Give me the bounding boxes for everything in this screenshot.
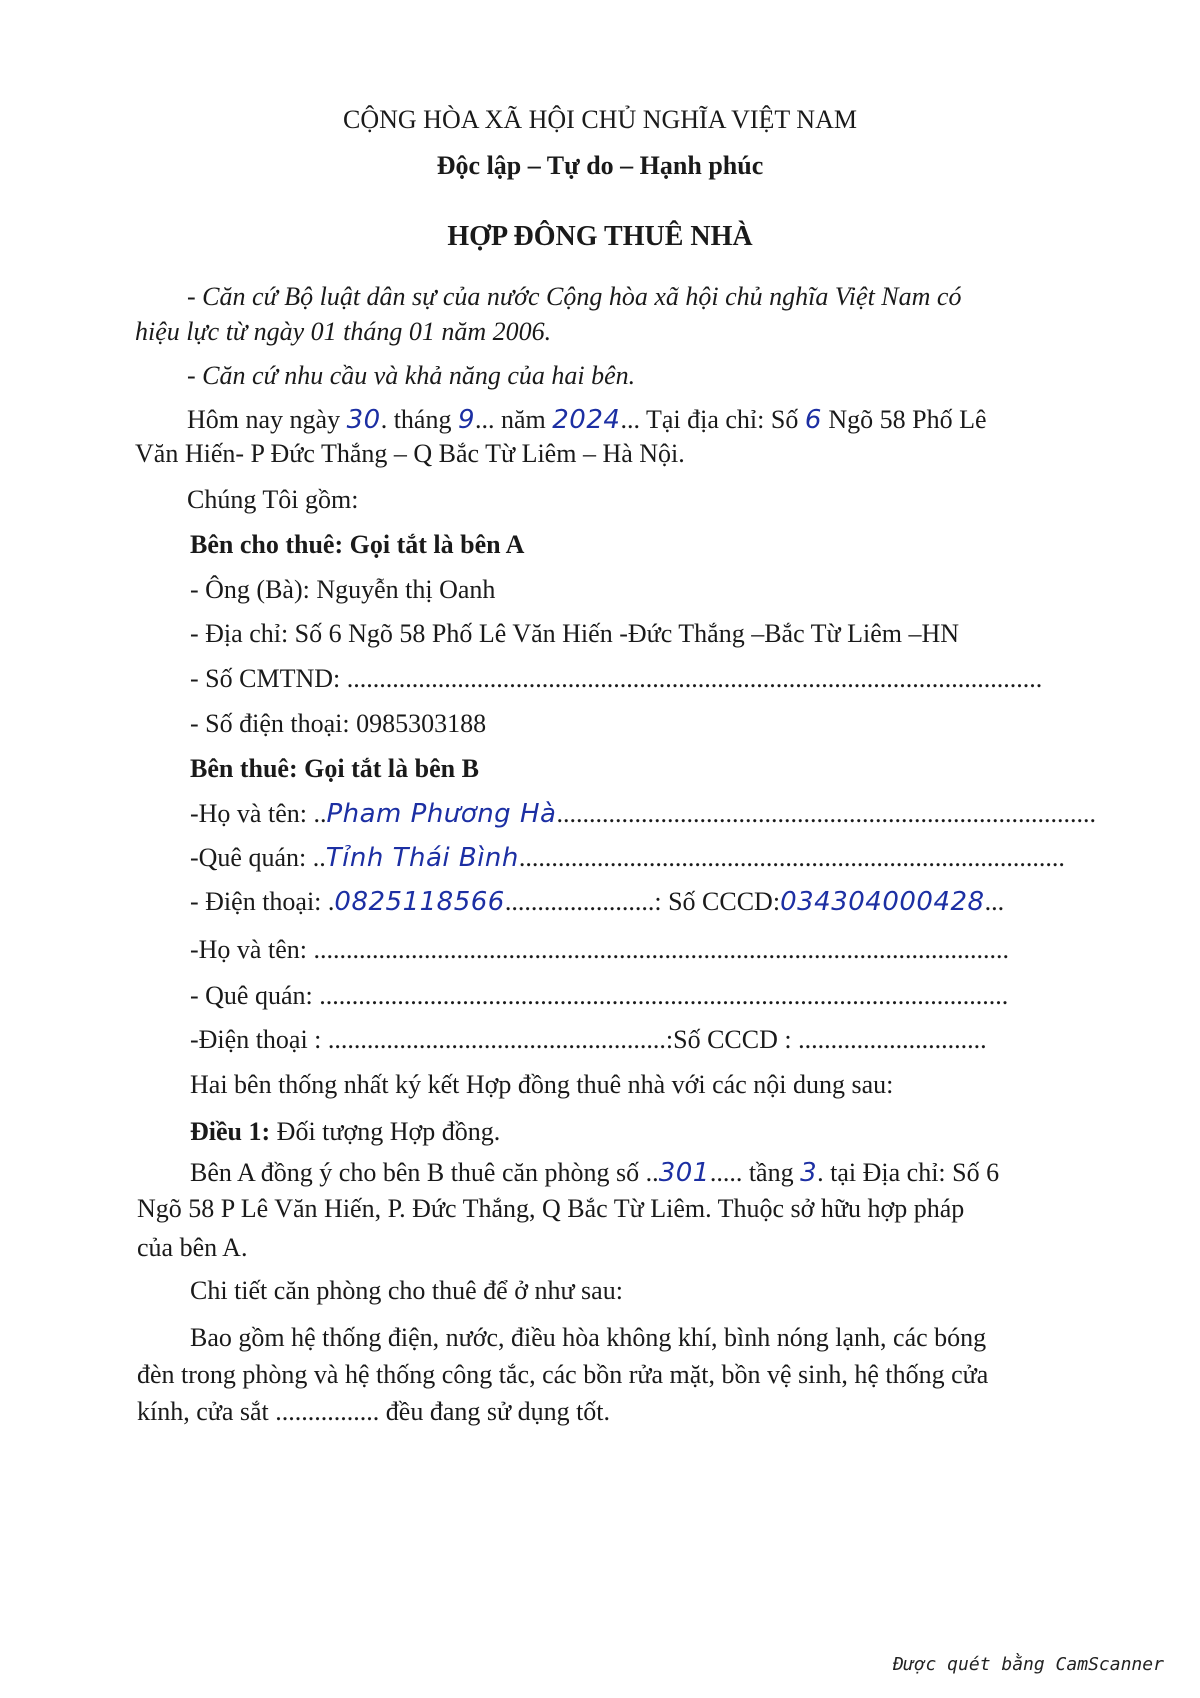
handwritten-party-b-hometown: Tỉnh Thái Bình xyxy=(325,843,519,873)
party-b-phone-2: -Điện thoại : ....................................................:Số CCCD : ............................. xyxy=(190,1025,987,1054)
party-b-name-row: -Họ và tên: ..Pham Phương Hà................................................................................... xyxy=(190,799,1096,829)
address-line-2: Văn Hiến- P Đức Thắng – Q Bắc Từ Liêm – Hà Nội. xyxy=(135,439,685,468)
party-b-name-label: -Họ và tên: xyxy=(190,799,314,828)
agreement-intro: Hai bên thống nhất ký kết Hợp đồng thuê nhà với các nội dung sau: xyxy=(190,1070,894,1099)
party-a-name: - Ông (Bà): Nguyễn thị Oanh xyxy=(190,575,496,604)
party-b-heading: Bên thuê: Gọi tắt là bên B xyxy=(190,754,479,783)
details-intro: Chi tiết căn phòng cho thuê để ở như sau: xyxy=(190,1276,623,1305)
room-line-2: Ngõ 58 P Lê Văn Hiến, P. Đức Thắng, Q Bắc Từ Liêm. Thuộc sở hữu hợp pháp xyxy=(137,1194,965,1223)
party-b-phone-label: - Điện thoại: xyxy=(190,887,328,916)
party-a-phone: - Số điện thoại: 0985303188 xyxy=(190,709,487,738)
handwritten-floor-number: 3 xyxy=(800,1158,818,1188)
scanner-watermark: Được quét bằng CamScanner xyxy=(893,1654,1164,1675)
legal-basis-1-cont: hiệu lực từ ngày 01 tháng 01 năm 2006. xyxy=(135,317,552,346)
party-a-id-label: - Số CMTND: xyxy=(190,664,347,693)
handwritten-month: 9 xyxy=(457,405,475,435)
handwritten-room-number: 301 xyxy=(658,1158,710,1188)
room-line-3: của bên A. xyxy=(137,1233,248,1262)
date-location-line: Hôm nay ngày 30. tháng 9... năm 2024... Tại địa chỉ: Số 6 Ngõ 58 Phố Lê xyxy=(187,405,987,435)
party-a-heading: Bên cho thuê: Gọi tắt là bên A xyxy=(190,530,525,559)
address-rest: Ngõ 58 Phố Lê xyxy=(828,405,987,434)
party-b-hometown-2: - Quê quán: .......................................................................................................... xyxy=(190,981,1009,1010)
handwritten-year: 2024 xyxy=(552,405,621,435)
handwritten-address-number: 6 xyxy=(804,405,822,435)
party-b-cccd-label: : Số CCCD: xyxy=(654,887,781,916)
article-1-heading xyxy=(190,1116,500,1148)
details-line-2: đèn trong phòng và hệ thống công tắc, các bồn rửa mặt, bồn vệ sinh, hệ thống cửa xyxy=(137,1360,989,1389)
party-a-id xyxy=(190,663,1042,695)
document-title: HỢP ĐÔNG THUÊ NHÀ xyxy=(447,221,753,252)
year-label: năm xyxy=(501,405,546,434)
legal-basis-2: - Căn cứ nhu cầu và khả năng của hai bên. xyxy=(187,361,636,390)
details-line-3: kính, cửa sắt ................ đều đang sử dụng tốt. xyxy=(137,1397,611,1426)
handwritten-party-b-cccd: 034304000428 xyxy=(780,887,985,917)
legal-basis-1: - Căn cứ Bộ luật dân sự của nước Cộng hòa xã hội chủ nghĩa Việt Nam có xyxy=(187,282,962,311)
we-include: Chúng Tôi gồm: xyxy=(187,485,359,514)
month-label: tháng xyxy=(393,405,452,434)
party-b-hometown-row: -Quê quán: ..Tỉnh Thái Bình.................................................................................... xyxy=(190,843,1065,873)
date-prefix: Hôm nay ngày xyxy=(187,405,341,434)
motto: Độc lập – Tự do – Hạnh phúc xyxy=(436,151,764,180)
handwritten-party-b-name: Pham Phương Hà xyxy=(326,799,557,829)
party-b-hometown-label: -Quê quán: xyxy=(190,843,313,872)
handwritten-party-b-phone: 0825118566 xyxy=(334,887,505,917)
article-1-title: Đối tượng Hợp đồng. xyxy=(270,1117,501,1146)
handwritten-day: 30 xyxy=(346,405,381,435)
party-b-phone-row: - Điện thoại: .0825118566.......................: Số CCCD:034304000428... xyxy=(190,887,1005,917)
party-b-name-2: -Họ và tên: ........................................................................................................... xyxy=(190,935,1009,964)
republic-heading: CỘNG HÒA XÃ HỘI CHỦ NGHĨA VIỆT NAM xyxy=(343,105,857,134)
article-1-label: Điều 1: xyxy=(190,1117,271,1146)
room-line-1: Bên A đồng ý cho bên B thuê căn phòng số ..301..... tầng 3. tại Địa chỉ: Số 6 xyxy=(190,1158,1000,1188)
party-a-id-blank: ........................................................................................................... xyxy=(346,664,1043,693)
address-label: Tại địa chỉ: Số xyxy=(645,405,799,434)
details-line-1: Bao gồm hệ thống điện, nước, điều hòa không khí, bình nóng lạnh, các bóng xyxy=(190,1323,987,1352)
party-a-address: - Địa chỉ: Số 6 Ngõ 58 Phố Lê Văn Hiến -Đức Thắng –Bắc Từ Liêm –HN xyxy=(190,619,960,648)
